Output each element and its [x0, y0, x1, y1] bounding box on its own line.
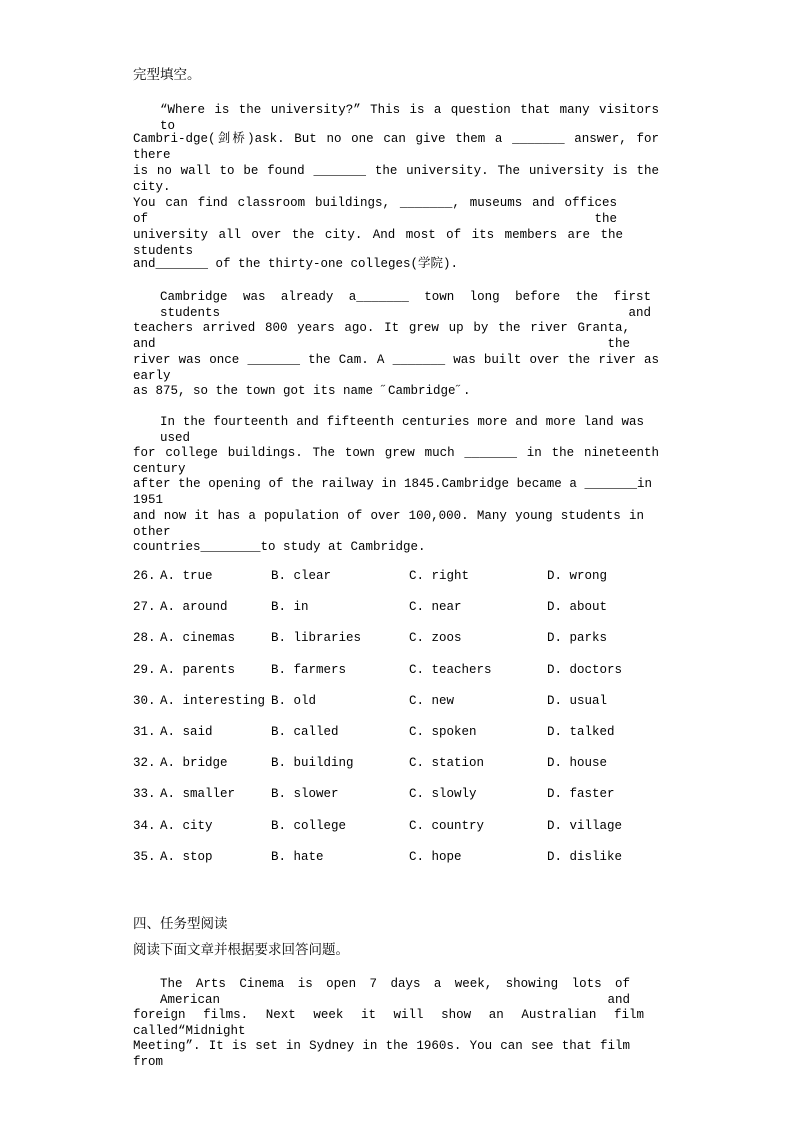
passage-line: Cambridge was already a_______ town long before the first students and — [160, 290, 651, 320]
option-c: C. zoos — [409, 631, 462, 645]
question-number: 28. — [133, 631, 156, 645]
option-c: C. right — [409, 569, 470, 583]
option-a: A. smaller — [160, 787, 236, 801]
option-d: D. dislike — [547, 850, 623, 864]
passage-line: Meeting”. It is set in Sydney in the 1960s. You can see that film from — [133, 1039, 630, 1069]
option-b: B. in — [271, 600, 309, 614]
option-a: A. parents — [160, 663, 236, 677]
section-title-task-reading: 四、任务型阅读 — [133, 916, 228, 932]
option-a: A. city — [160, 819, 213, 833]
option-d: D. usual — [547, 694, 608, 708]
passage-line: river was once _______ the Cam. A _______ was built over the river as early — [133, 353, 659, 383]
passage-line: In the fourteenth and fifteenth centuries more and more land was used — [160, 415, 644, 445]
option-c: C. near — [409, 600, 462, 614]
option-b: B. hate — [271, 850, 324, 864]
option-c: C. spoken — [409, 725, 477, 739]
option-a: A. around — [160, 600, 228, 614]
option-b: B. building — [271, 756, 354, 770]
passage-line: countries________to study at Cambridge. — [133, 540, 426, 554]
passage-line: and_______ of the thirty-one colleges(学院). — [133, 257, 459, 271]
question-number: 32. — [133, 756, 156, 770]
option-a: A. stop — [160, 850, 213, 864]
option-c: C. new — [409, 694, 455, 708]
passage-line: and now it has a population of over 100,000. Many young students in other — [133, 509, 644, 539]
option-c: C. station — [409, 756, 485, 770]
option-b: B. slower — [271, 787, 339, 801]
option-a: A. cinemas — [160, 631, 236, 645]
passage-line: is no wall to be found _______ the university. The university is the city. — [133, 164, 659, 194]
passage-line: “Where is the university?” This is a question that many visitors to — [160, 103, 659, 133]
option-d: D. doctors — [547, 663, 623, 677]
question-number: 27. — [133, 600, 156, 614]
passage-line: foreign films. Next week it will show an Australian film called“Midnight — [133, 1008, 644, 1038]
section-instruction: 阅读下面文章并根据要求回答问题。 — [133, 942, 349, 958]
option-a: A. said — [160, 725, 213, 739]
section-title-cloze: 完型填空。 — [133, 67, 201, 83]
passage-line: as 875, so the town got its name ˝Cambridge˝. — [133, 384, 471, 398]
question-number: 31. — [133, 725, 156, 739]
passage-line: The Arts Cinema is open 7 days a week, showing lots of American and — [160, 977, 630, 1007]
question-number: 30. — [133, 694, 156, 708]
question-number: 35. — [133, 850, 156, 864]
option-b: B. libraries — [271, 631, 362, 645]
passage-line: after the opening of the railway in 1845.Cambridge became a _______in 1951 — [133, 477, 652, 507]
option-d: D. village — [547, 819, 623, 833]
option-a: A. interesting — [160, 694, 266, 708]
option-b: B. called — [271, 725, 339, 739]
option-a: A. bridge — [160, 756, 228, 770]
option-b: B. clear — [271, 569, 332, 583]
passage-line: Cambri-dge(剑桥)ask. But no one can give them a _______ answer, for there — [133, 132, 659, 162]
option-a: A. true — [160, 569, 213, 583]
option-d: D. house — [547, 756, 608, 770]
passage-line: teachers arrived 800 years ago. It grew up by the river Granta, and the — [133, 321, 630, 351]
question-number: 34. — [133, 819, 156, 833]
option-d: D. wrong — [547, 569, 608, 583]
question-number: 29. — [133, 663, 156, 677]
option-d: D. talked — [547, 725, 615, 739]
option-b: B. farmers — [271, 663, 347, 677]
option-c: C. teachers — [409, 663, 492, 677]
option-d: D. about — [547, 600, 608, 614]
option-b: B. college — [271, 819, 347, 833]
passage-line: university all over the city. And most of its members are the students — [133, 228, 623, 258]
option-b: B. old — [271, 694, 317, 708]
question-number: 26. — [133, 569, 156, 583]
option-c: C. country — [409, 819, 485, 833]
passage-line: for college buildings. The town grew much _______ in the nineteenth century — [133, 446, 659, 476]
option-d: D. parks — [547, 631, 608, 645]
option-c: C. slowly — [409, 787, 477, 801]
question-number: 33. — [133, 787, 156, 801]
passage-line: You can find classroom buildings, _______, museums and offices of the — [133, 196, 617, 226]
option-d: D. faster — [547, 787, 615, 801]
option-c: C. hope — [409, 850, 462, 864]
